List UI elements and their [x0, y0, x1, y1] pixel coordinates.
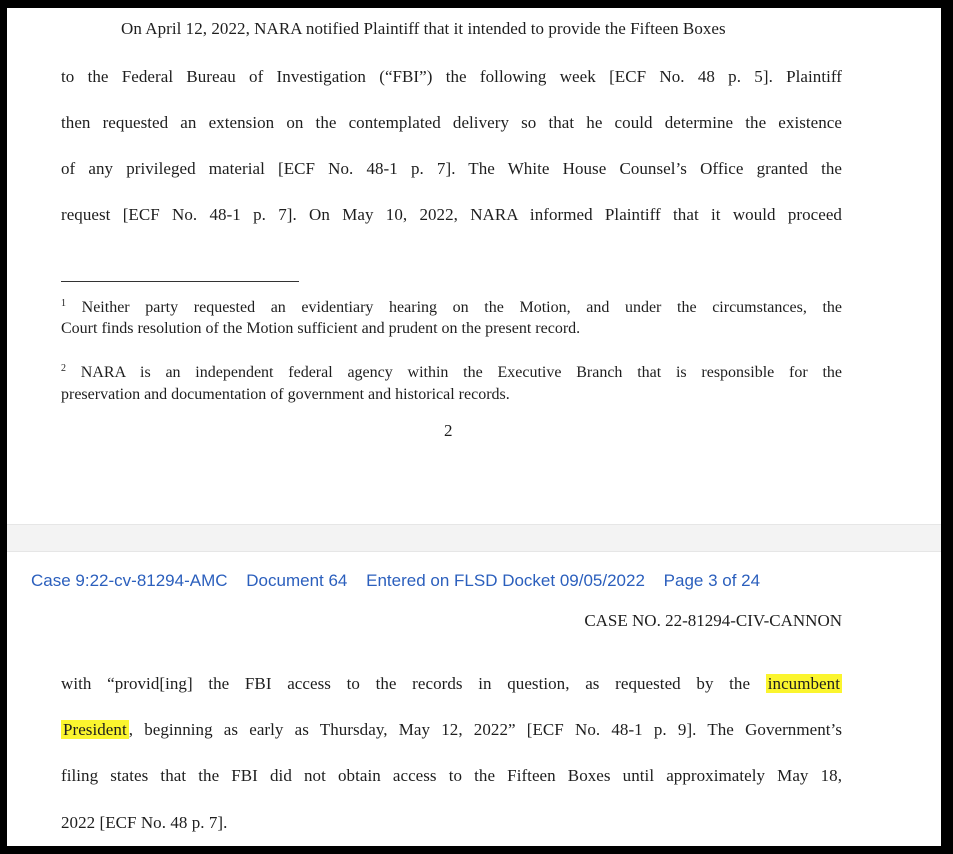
footnote-1-cont: Court finds resolution of the Motion sufficient and prudent on the present record. — [61, 320, 581, 337]
footnote-2-cont: preservation and documentation of government and historical records. — [61, 386, 510, 403]
docket-header — [31, 571, 774, 591]
body-line: to the Federal Bureau of Investigation (“FBI”) the following week [ECF No. 48 p. 5]. Plaintiff — [61, 67, 842, 86]
body-text: with “provid[ing] the FBI access to the records in question, as requested by the — [61, 674, 751, 693]
highlighted-text: President — [63, 720, 127, 739]
docket-entered: Entered on FLSD Docket 09/05/2022 — [366, 571, 645, 590]
highlighted-text: incumbent — [767, 674, 840, 693]
body-line: request [ECF No. 48-1 p. 7]. On May 10, 2022, NARA informed Plaintiff that it would proceed — [61, 205, 842, 224]
body-line: of any privileged material [ECF No. 48-1 p. 7]. The White House Counsel’s Office granted the — [61, 159, 842, 178]
footnote-text: Neither party requested an evidentiary hearing on the Motion, and under the circumstances, the — [81, 299, 842, 316]
docket-document: Document 64 — [246, 571, 348, 590]
footnote-2 — [61, 363, 842, 382]
footnote-marker: 1 — [61, 298, 66, 309]
body-line — [61, 674, 842, 694]
footnote-marker: 2 — [61, 363, 66, 374]
document-page — [7, 8, 941, 846]
body-line: On April 12, 2022, NARA notified Plaintiff that it intended to provide the Fifteen Boxes — [121, 19, 726, 38]
body-line: filing states that the FBI did not obtain access to the Fifteen Boxes until approximately May 18, — [61, 766, 842, 785]
footnote-separator — [61, 281, 299, 282]
body-line — [61, 720, 842, 740]
docket-page: Page 3 of 24 — [663, 571, 761, 590]
footnote-text: NARA is an independent federal agency within the Executive Branch that is responsible for the — [80, 364, 843, 381]
body-line: 2022 [ECF No. 48 p. 7]. — [61, 813, 228, 832]
page-number: 2 — [444, 421, 453, 440]
docket-case: Case 9:22-cv-81294-AMC — [31, 571, 228, 590]
body-line: then requested an extension on the contemplated delivery so that he could determine the existence — [61, 113, 842, 132]
page-break-divider — [7, 524, 941, 552]
body-text: , beginning as early as Thursday, May 12, 2022” [ECF No. 48-1 p. 9]. The Government’s — [128, 720, 842, 739]
footnote-1 — [61, 298, 842, 317]
case-number: CASE NO. 22-81294-CIV-CANNON — [584, 611, 842, 630]
